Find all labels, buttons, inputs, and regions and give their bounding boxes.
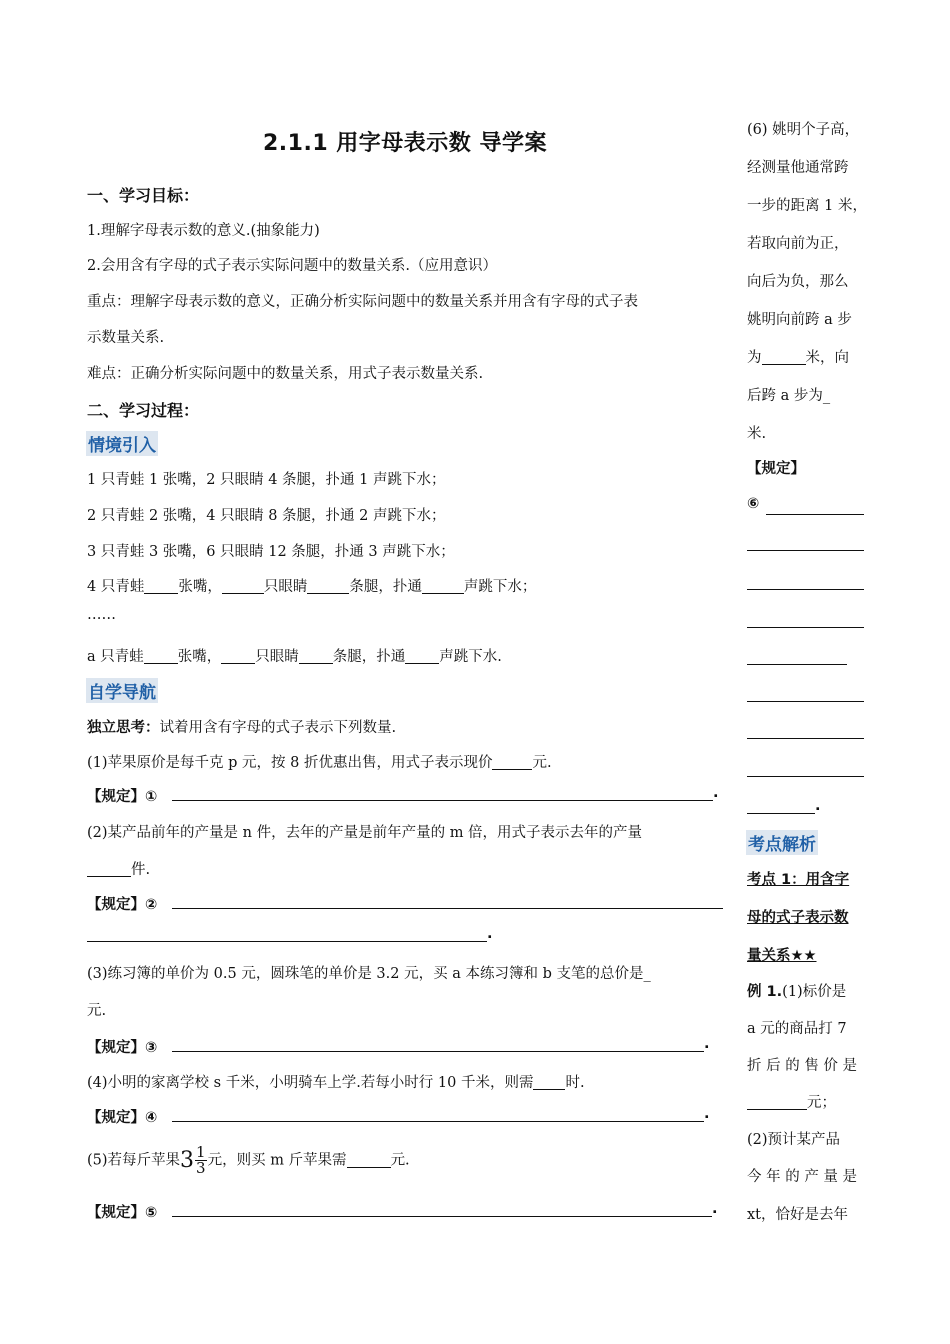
question-1: (1)苹果原价是每千克 p 元，按 8 折优惠出售，用式子表示现价 元. <box>87 755 552 771</box>
q6-line-5: 向后为负，那么 <box>747 274 849 290</box>
q6-line-3: 一步的距离 1 米， <box>747 198 867 214</box>
answer-line-6a[interactable] <box>766 514 864 515</box>
answer-line-6b[interactable] <box>747 550 864 551</box>
example-2-line-2: 今 年 的 产 量 是 <box>747 1169 858 1185</box>
blank[interactable] <box>492 755 532 771</box>
question-4: (4)小明的家离学校 s 千米，小明骑车上学.若每小时行 10 千米，则需 时. <box>87 1075 585 1091</box>
blank[interactable] <box>222 579 264 595</box>
answer-line-6g[interactable] <box>747 738 864 739</box>
difficulty: 难点：正确分析实际问题中的数量关系，用式子表示数量关系. <box>87 366 484 382</box>
q6-line-7: 为 米，向 <box>747 350 849 366</box>
period: . <box>704 1036 710 1052</box>
blank[interactable] <box>307 579 349 595</box>
answer-line-6e[interactable] <box>747 664 847 665</box>
rule-2-label: 【规定】② <box>87 897 158 913</box>
key-point-line-2: 示数量关系. <box>87 330 165 346</box>
blank[interactable] <box>299 649 333 665</box>
frog-line-2: 2 只青蛙 2 张嘴，4 只眼睛 8 条腿，扑通 2 声跳下水； <box>87 508 446 524</box>
blank[interactable] <box>87 862 131 878</box>
answer-line-3[interactable] <box>172 1051 704 1052</box>
answer-line-5[interactable] <box>172 1216 712 1217</box>
example-1-line-2: a 元的商品打 7 <box>747 1021 847 1037</box>
answer-line-6d[interactable] <box>747 627 864 628</box>
question-2-line-2: 件. <box>87 858 150 879</box>
independent-thinking: 独立思考：试着用含有字母的式子表示下列数量. <box>87 720 397 736</box>
frog-line-4: 4 只青蛙 张嘴， 只眼睛 条腿，扑通 声跳下水； <box>87 579 537 595</box>
q6-line-2: 经测量他通常跨 <box>747 160 849 176</box>
q6-line-6: 姚明向前跨 a 步 <box>747 312 852 328</box>
section-heading-goals: 一、学习目标： <box>87 186 200 205</box>
section-heading-process: 二、学习过程： <box>87 401 200 420</box>
goal-2: 2.会用含有字母的式子表示实际问题中的数量关系.（应用意识） <box>87 258 497 274</box>
rule-5-label: 【规定】⑤ <box>87 1205 158 1221</box>
q6-line-4: 若取向前为正， <box>747 236 849 252</box>
blank[interactable] <box>533 1075 565 1091</box>
key-point-line-1: 重点：理解字母表示数的意义，正确分析实际问题中的数量关系并用含有字母的式子表 <box>87 294 638 310</box>
ellipsis: …… <box>87 607 116 623</box>
example-1-line-3: 折 后 的 售 价 是 <box>747 1058 858 1074</box>
example-1-line-4: 元； <box>747 1091 836 1112</box>
fraction: $\frac{1}{3}$ <box>196 1143 206 1177</box>
question-3-line-2: 元. <box>87 1003 107 1019</box>
period: . <box>815 798 821 814</box>
blank[interactable] <box>747 1095 807 1111</box>
blank[interactable] <box>144 649 178 665</box>
q6-line-9: 米. <box>747 426 767 442</box>
label-exam-analysis: 考点解析 <box>746 830 818 855</box>
rule-6-number: ⑥ <box>747 496 760 512</box>
question-5: (5)若每斤苹果3 $\frac{1}{3}$ 元，则买 m 斤苹果需 元. <box>87 1143 410 1177</box>
question-2-line-1: (2)某产品前年的产量是 n 件，去年的产量是前年产量的 m 倍，用式子表示去年的产量 <box>87 825 643 841</box>
goal-1: 1.理解字母表示数的意义.(抽象能力) <box>87 223 320 239</box>
frog-line-a: a 只青蛙 张嘴， 只眼睛 条腿，扑通 声跳下水. <box>87 649 502 665</box>
answer-line-1[interactable] <box>172 800 713 801</box>
answer-line-4[interactable] <box>172 1121 704 1122</box>
label-intro: 情境引入 <box>86 431 158 456</box>
answer-line-6c[interactable] <box>747 589 864 590</box>
q6-line-1: (6) 姚明个子高， <box>747 122 860 138</box>
example-2-line-1: (2)预计某产品 <box>747 1132 841 1148</box>
question-3-line-1: (3)练习簿的单价为 0.5 元，圆珠笔的单价是 3.2 元，买 a 本练习簿和 b 支笔的总价是_ <box>87 966 651 982</box>
point-1-line-2: 母的式子表示数 <box>747 910 849 926</box>
blank[interactable] <box>762 350 806 366</box>
period: . <box>713 785 719 801</box>
q6-line-8: 后跨 a 步为_ <box>747 388 831 404</box>
point-1-line-3: 量关系★★ <box>747 948 817 964</box>
point-1-line-1: 考点 1：用含字 <box>747 872 850 888</box>
period: . <box>704 1106 710 1122</box>
example-1-line-1: 例 1.(1)标价是 <box>747 984 847 1000</box>
answer-line-6f[interactable] <box>747 701 864 702</box>
period: . <box>712 1201 718 1217</box>
blank[interactable] <box>221 649 255 665</box>
rule-1-label: 【规定】① <box>87 789 158 805</box>
label-self-study: 自学导航 <box>86 678 158 703</box>
blank[interactable] <box>347 1152 391 1168</box>
blank[interactable] <box>144 579 178 595</box>
rule-6-label: 【规定】 <box>747 461 805 477</box>
frog-line-3: 3 只青蛙 3 张嘴，6 只眼睛 12 条腿，扑通 3 声跳下水； <box>87 544 455 560</box>
period: . <box>487 926 493 942</box>
frog-line-1: 1 只青蛙 1 张嘴，2 只眼睛 4 条腿，扑通 1 声跳下水； <box>87 472 446 488</box>
blank[interactable] <box>422 579 464 595</box>
answer-line-6i[interactable] <box>747 813 815 814</box>
blank[interactable] <box>405 649 439 665</box>
answer-line-2a[interactable] <box>172 908 723 909</box>
answer-line-6h[interactable] <box>747 776 864 777</box>
answer-line-2b[interactable] <box>87 941 487 942</box>
rule-3-label: 【规定】③ <box>87 1040 158 1056</box>
page-title: 2.1.1 用字母表示数 导学案 <box>263 131 547 156</box>
example-2-line-3: xt，恰好是去年 <box>747 1207 849 1223</box>
rule-4-label: 【规定】④ <box>87 1110 158 1126</box>
